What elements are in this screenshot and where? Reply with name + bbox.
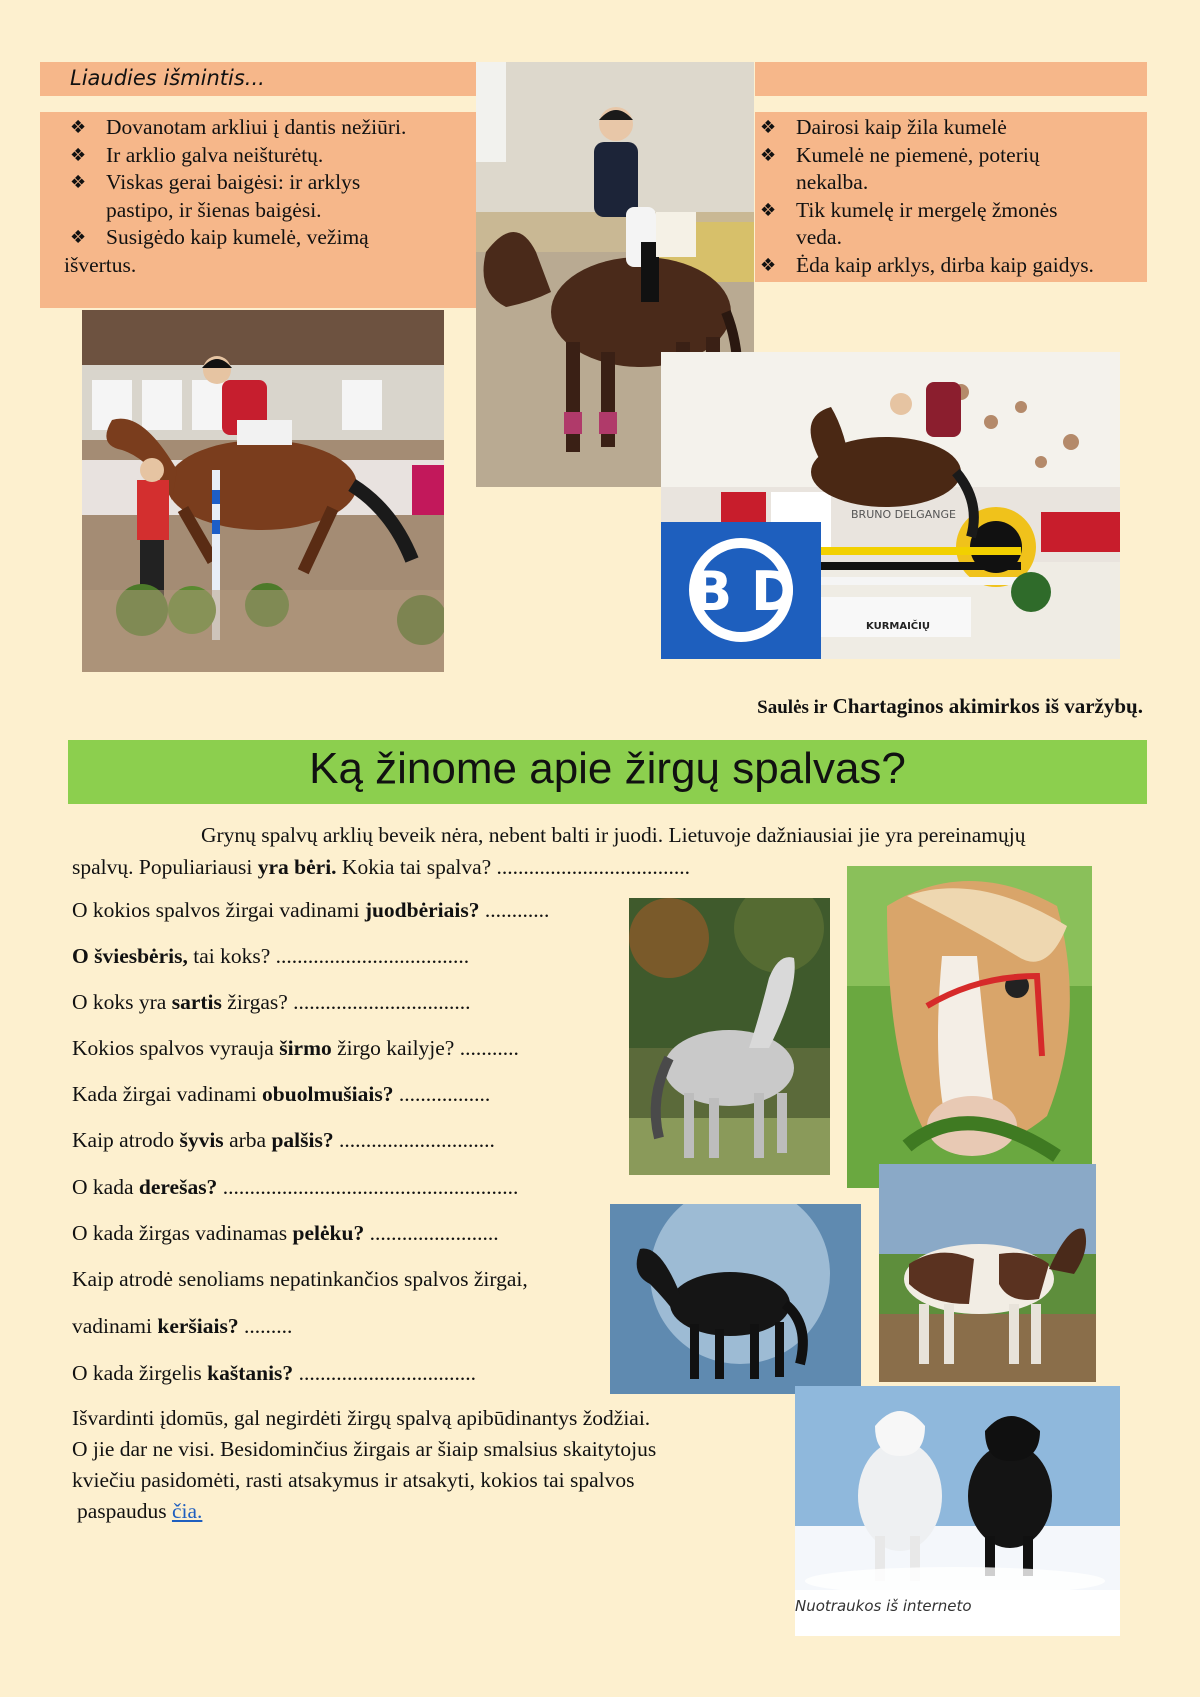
diamond-bullet-icon: ❖ <box>70 172 87 193</box>
photo-horses-in-snow <box>795 1386 1120 1596</box>
diamond-bullet-icon: ❖ <box>760 199 777 221</box>
photo-palomino-horse-head <box>847 866 1092 1188</box>
kurmaiciu-sign: KURMAIČIŲ <box>866 621 930 632</box>
question-6: Kaip atrodo šyvis arba palšis? ............................. <box>72 1128 495 1152</box>
intro-line-2: spalvų. Populiariausi yra bėri. Kokia tai spalva? .................................... <box>72 855 691 879</box>
proverb-item: ❖ Tik kumelę ir mergelę žmonės <box>758 197 1148 225</box>
diamond-bullet-icon: ❖ <box>70 117 87 138</box>
proverb-item-continuation: pastipo, ir šienas baigėsi. <box>106 197 322 222</box>
proverb-item-continuation: išvertus. <box>64 252 137 277</box>
banner-text: BRUNO DELGANGE <box>851 508 956 521</box>
sign-letters: B D <box>691 560 796 623</box>
proverb-item: ❖ Susigėdo kaip kumelė, vežimą <box>68 224 476 252</box>
question-11: O kada žirgelis kaštanis? ................................. <box>72 1361 476 1385</box>
photo-pinto-horse <box>879 1164 1096 1382</box>
right-proverb-list <box>758 114 1148 279</box>
question-8: O kada žirgas vadinamas pelėku? ........................ <box>72 1221 499 1245</box>
proverb-item: ❖ Dairosi kaip žila kumelė <box>758 114 1148 142</box>
left-proverb-list <box>64 114 476 279</box>
proverb-item: ❖ Dovanotam arkliui į dantis nežiūri. <box>68 114 476 142</box>
proverb-item: ❖ Ir arklio galva neišturėtų. <box>68 142 476 170</box>
diamond-bullet-icon: ❖ <box>760 254 777 276</box>
photo-black-horse-mist <box>610 1204 861 1394</box>
diamond-bullet-icon: ❖ <box>760 117 777 138</box>
question-3: O koks yra sartis žirgas? ................................. <box>72 990 471 1014</box>
question-9: Kaip atrodė senoliams nepatinkančios spalvos žirgai, <box>72 1267 528 1291</box>
proverb-item: ❖ Viskas gerai baigėsi: ir arklys <box>68 169 476 197</box>
page-title: Ką žinome apie žirgų spalvas? <box>309 744 906 793</box>
proverb-item: ❖ Ėda kaip arklys, dirba kaip gaidys. <box>758 252 1148 280</box>
photo-credit: Nuotraukos iš interneto <box>795 1597 972 1615</box>
diamond-bullet-icon: ❖ <box>760 144 777 166</box>
question-4: Kokios spalvos vyrauja širmo žirgo kailyje? ........... <box>72 1036 519 1060</box>
closing-paragraph: Išvardinti įdomūs, gal negirdėti žirgų spalvą apibūdinantys žodžiai. O jie dar ne visi. Besidominčius žirgais ar šiaip smalsius skaitytojus kviečiu pasidomėti, rasti atsakymus ir atsakyti, kokios tai spalvos paspaudus čia. <box>72 1406 657 1523</box>
proverb-item-continuation: veda. <box>796 225 842 249</box>
photo-show-jumping-left <box>82 310 444 672</box>
proverb-item: ❖ Kumelė ne piemenė, poterių <box>758 142 1148 170</box>
question-7: O kada derešas? ....................................................... <box>72 1175 519 1199</box>
diamond-bullet-icon: ❖ <box>70 144 87 166</box>
photo-show-jumping-right <box>661 352 1120 659</box>
intro-line-1: Grynų spalvų arklių beveik nėra, nebent balti ir juodi. Lietuvoje dažniausiai jie yra pereinamųjų <box>201 823 1026 847</box>
question-10: vadinami keršiais? ......... <box>72 1314 293 1338</box>
question-5: Kada žirgai vadinami obuolmušiais? ................. <box>72 1082 491 1106</box>
photo-caption: Saulės ir Chartaginos akimirkos iš varžybų. <box>757 694 1143 718</box>
proverb-item-continuation: nekalba. <box>796 170 869 194</box>
right-proverb-top-bar <box>755 62 1147 96</box>
answers-link[interactable]: čia. <box>171 1499 203 1523</box>
photo-dapple-grey-horse <box>629 898 830 1175</box>
folk-wisdom-title: Liaudies išmintis... <box>70 66 265 90</box>
question-1: O kokios spalvos žirgai vadinami juodbėriais? ............ <box>72 898 550 922</box>
diamond-bullet-icon: ❖ <box>70 227 87 248</box>
question-2: O šviesbėris, tai koks? .................................... <box>72 944 470 968</box>
